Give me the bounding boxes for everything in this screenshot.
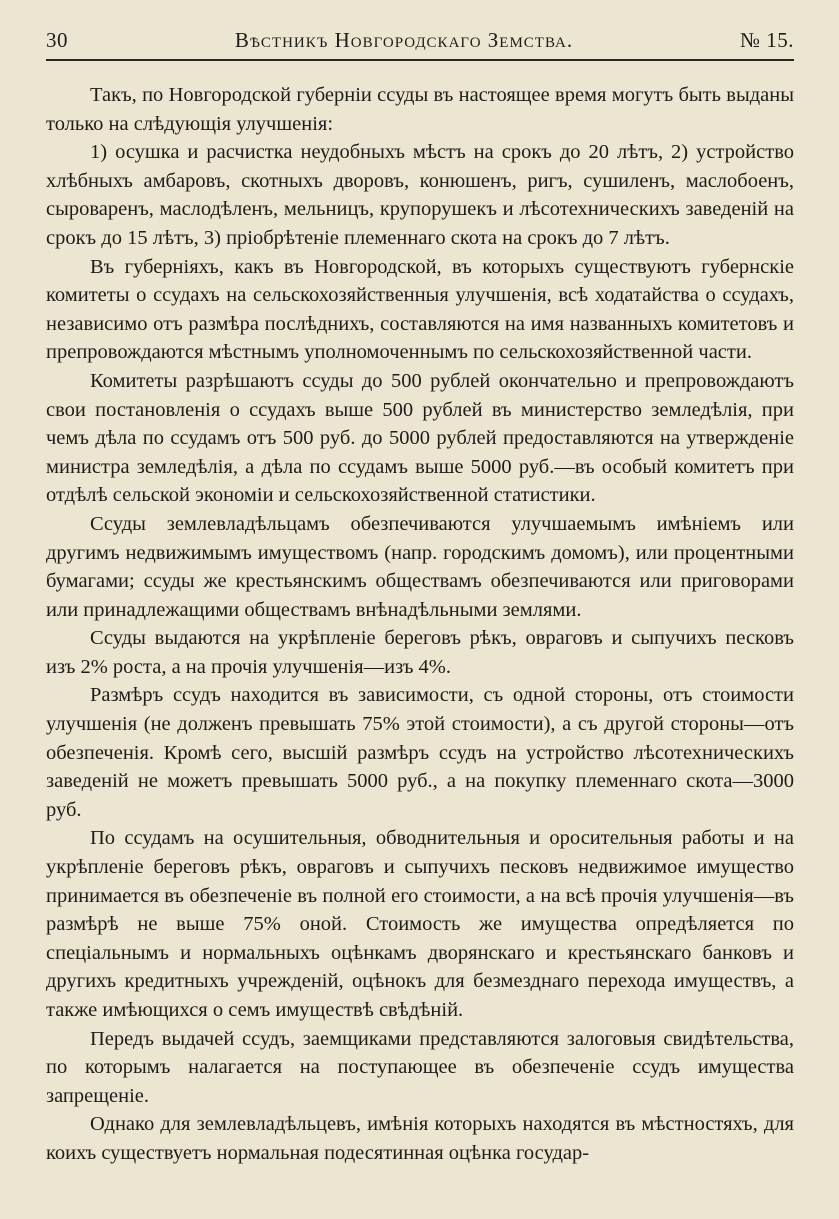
article-body	[46, 81, 794, 1168]
running-header	[46, 28, 794, 61]
page-number: 30	[46, 28, 68, 52]
paragraph: Ссуды землевладѣльцамъ обезпечиваются улучшаемымъ имѣніемъ или другимъ недвижимымъ имуществомъ (напр. городскимъ домомъ), или процентными бумагами; ссуды же крестьянскимъ обществамъ обезпечиваются или приговорами или принадлежащими обществамъ внѣнадѣльными землями.	[46, 512, 794, 621]
paragraph: Передъ выдачей ссудъ, заемщиками представляются залоговыя свидѣтельства, по которымъ налагается на поступающее въ обезпеченіе ссудъ имущества запрещеніе.	[46, 1027, 794, 1107]
paragraph: Ссуды выдаются на укрѣпленіе береговъ рѣкъ, овраговъ и сыпучихъ песковъ изъ 2% роста, а на прочія улучшенія—изъ 4%.	[46, 627, 794, 678]
paragraph: Комитеты разрѣшаютъ ссуды до 500 рублей окончательно и препровождаютъ свои постановленія о ссудахъ выше 500 рублей въ министерство земледѣлія, при чемъ дѣла по ссудамъ отъ 500 руб. до 5000 рублей предоставляются на утвержденіе министра земледѣлія, а дѣла по ссудамъ выше 5000 руб.—въ особый комитетъ при отдѣлѣ сельской экономіи и сельскохозяйственной статистики.	[46, 369, 794, 507]
paragraph: Однако для землевладѣльцевъ, имѣнія которыхъ находятся въ мѣстностяхъ, для коихъ существуетъ нормальная подесятинная оцѣнка государ-	[46, 1113, 794, 1164]
paragraph: Въ губерніяхъ, какъ въ Новгородской, въ которыхъ существуютъ губернскіе комитеты о ссудахъ на сельскохозяйственныя улучшенія, всѣ ходатайства о ссудахъ, независимо отъ размѣра послѣднихъ, составляются на имя названныхъ комитетовъ и препровождаются мѣстнымъ уполномоченнымъ по сельскохозяйственной части.	[46, 255, 794, 364]
paragraph: Размѣръ ссудъ находится въ зависимости, съ одной стороны, отъ стоимости улучшенія (не долженъ превышать 75% этой стоимости), а съ другой стороны—отъ обезпеченія. Кромѣ сего, высшій размѣръ ссудъ на устройство лѣсотехническихъ заведеній не можетъ превышать 5000 руб., а на покупку племеннаго скота—3000 руб.	[46, 684, 794, 821]
paragraph: Такъ, по Новгородской губерніи ссуды въ настоящее время могутъ быть выданы только на слѣдующія улучшенія:	[46, 84, 794, 135]
issue-number: № 15.	[739, 28, 794, 52]
paragraph: 1) осушка и расчистка неудобныхъ мѣстъ на срокъ до 20 лѣтъ, 2) устройство хлѣбныхъ амбаровъ, скотныхъ дворовъ, конюшенъ, ригъ, сушиленъ, маслобоенъ, сыроваренъ, маслодѣленъ, мельницъ, крупорушекъ и лѣсотехническихъ заведеній на срокъ до 15 лѣтъ, 3) пріобрѣтеніе племеннаго скота на срокъ до 7 лѣтъ.	[46, 141, 794, 249]
journal-title: Вѣстникъ Новгородскаго Земства.	[234, 28, 574, 52]
paragraph: По ссудамъ на осушительныя, обводнительныя и оросительныя работы и на укрѣпленіе береговъ рѣкъ, овраговъ и сыпучихъ песковъ недвижимое имущество принимается въ обезпеченіе въ полной его стоимости, а на всѣ прочія улучшенія—въ размѣрѣ не выше 75% оной. Стоимость же имущества опредѣляется по спеціальнымъ и нормальныхъ оцѣнкамъ дворянскаго и крестьянскаго банковъ и другихъ кредитныхъ учрежденій, оцѣнокъ для безмезднаго перехода имуществъ, а также имѣющихся о семъ имуществѣ свѣдѣній.	[46, 827, 794, 1021]
